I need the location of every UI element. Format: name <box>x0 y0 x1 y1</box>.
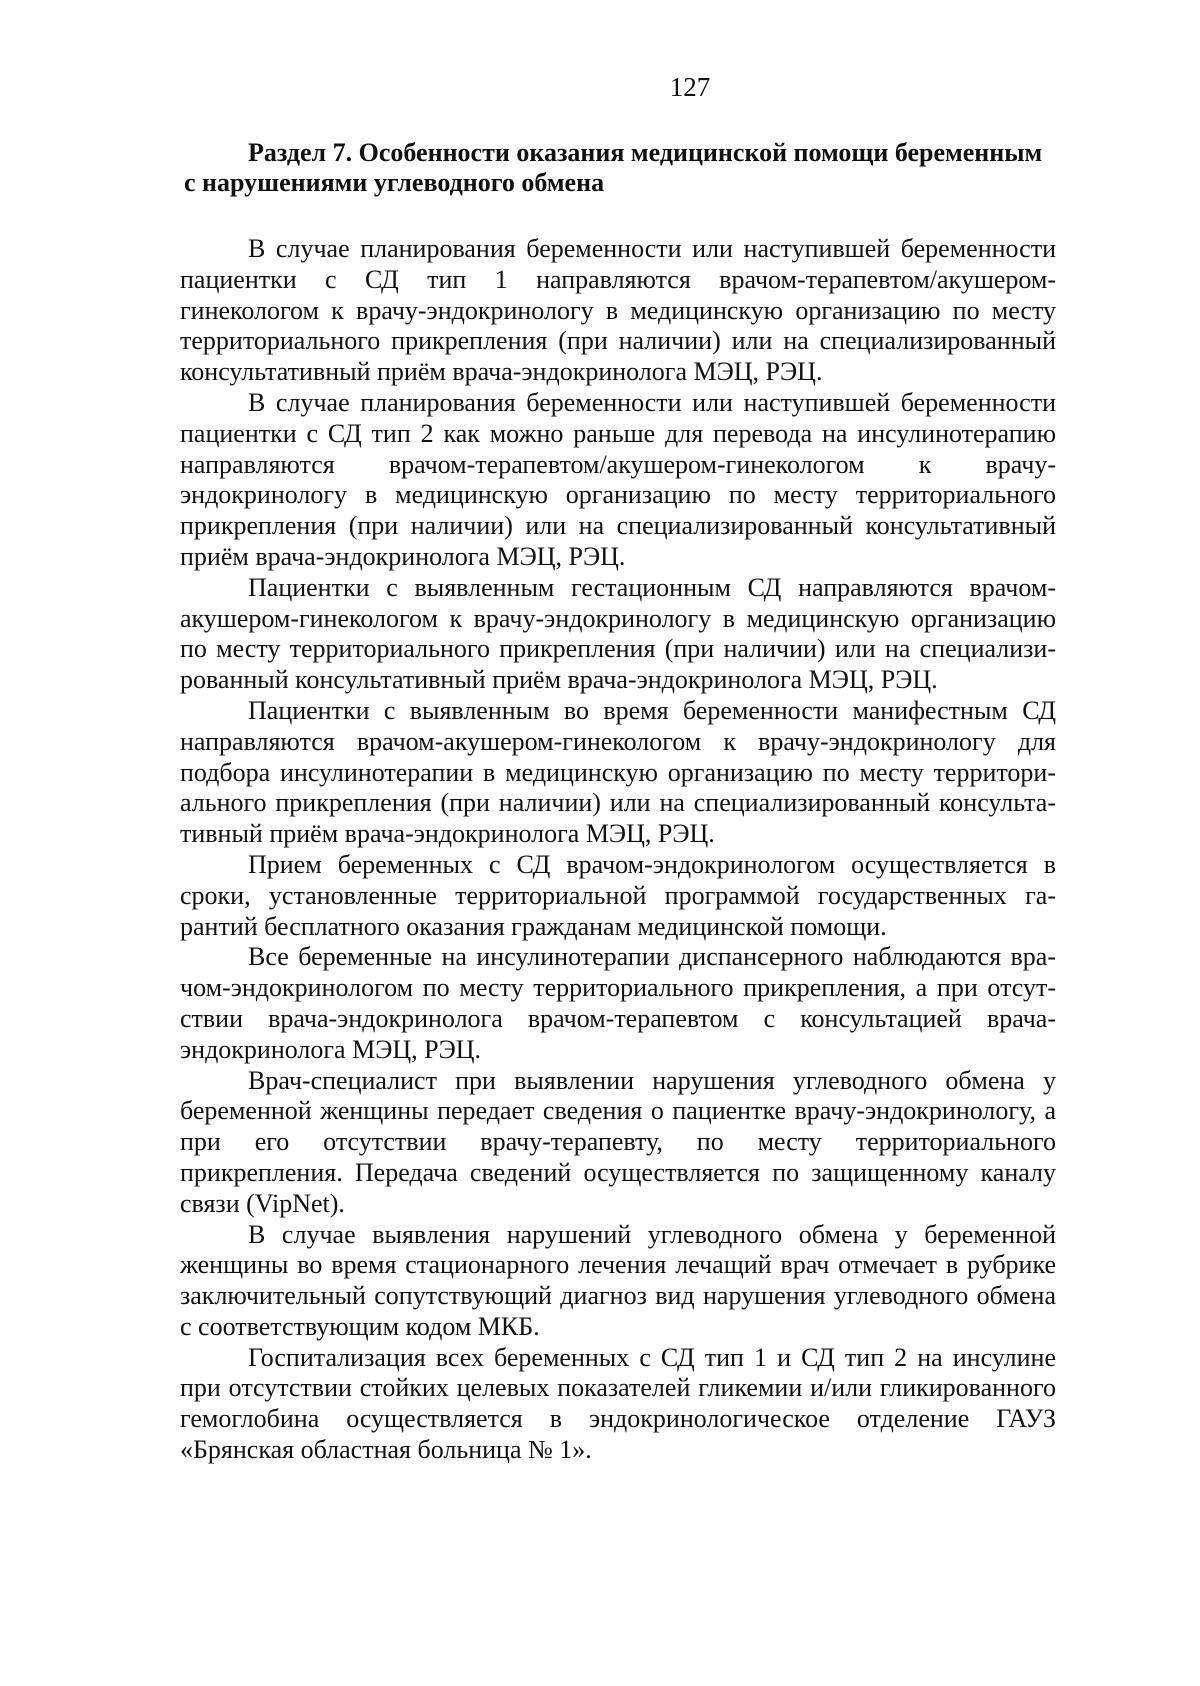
paragraph-dispensary-observation: Все беременные на инсулинотерапии диспансерного наблюдаются врачом-эндокринологом по месту территориального прикрепления, а при отсутствии врача-эндокринолога врачом-терапевтом с консультацией врача-эндокринолога МЭЦ, РЭЦ. <box>180 942 1056 1064</box>
paragraph-type1-referral: В случае планирования беременности или наступившей беременности пациентки с СД тип 1 направляются врачом-терапевтом/акушером-гинекологом к врачу-эндокринологу в медицинскую организацию по месту территориального прикрепления (при наличии) или на специализированный консультативный приём врача-эндокринолога МЭЦ, РЭЦ. <box>180 234 1056 387</box>
page-number: 127 <box>669 72 711 102</box>
paragraph-appointment-terms: Прием беременных с СД врачом-эндокринологом осуществляется в сроки, установленные территориальной программой государственных гарантий бесплатного оказания гражданам медицинской помощи. <box>180 849 1056 941</box>
paragraph-inpatient-diagnosis: В случае выявления нарушений углеводного обмена у беременной женщины во время стационарного лечения лечащий врач отмечает в рубрике заключительный сопутствующий диагноз вид нарушения углеводного обмена с соответствующим кодом МКБ. <box>180 1219 1056 1341</box>
section-heading-line-2: с нарушениями углеводного обмена <box>184 168 605 197</box>
paragraph-information-transfer: Врач-специалист при выявлении нарушения углеводного обмена у беременной женщины передает сведения о пациентке врачу-эндокринологу, а при его отсутствии врачу-терапевту, по месту территориального прикрепления. Передача сведений осуществляется по защищенному каналу связи (VipNet). <box>180 1065 1056 1218</box>
section-heading-line-1: Раздел 7. Особенности оказания медицинской помощи беременным <box>248 138 1043 167</box>
paragraph-hospitalization: Госпитализация всех беременных с СД тип 1 и СД тип 2 на инсулине при отсутствии стойких целевых показателей гликемии и/или гликированного гемоглобина осуществляется в эндокринологическое отделение ГАУЗ «Брянская областная больница № 1». <box>180 1342 1056 1465</box>
body-text <box>180 234 1056 1466</box>
paragraph-manifest-diabetes: Пациентки с выявленным во время беременности манифестным СД направляются врачом-акушером-гинекологом к врачу-эндокринологу для подбора инсулинотерапии в медицинскую организацию по месту территориального прикрепления (при наличии) или на специализированный консультативный приём врача-эндокринолога МЭЦ, РЭЦ. <box>180 695 1056 849</box>
section-heading <box>184 138 1060 198</box>
paragraph-type2-referral: В случае планирования беременности или наступившей беременности пациентки с СД тип 2 как можно раньше для перевода на инсулинотерапию направляются врачом-терапевтом/акушером-гинекологом к врачу-эндокринологу в медицинскую организацию по месту территориального прикрепления (при наличии) или на специализированный консультативный приём врача-эндокринолога МЭЦ, РЭЦ. <box>180 387 1056 571</box>
paragraph-gestational-diabetes: Пациентки с выявленным гестационным СД направляются врачом-акушером-гинекологом к врачу-эндокринологу в медицинскую организацию по месту территориального прикрепления (при наличии) или на специализированный консультативный приём врача-эндокринолога МЭЦ, РЭЦ. <box>180 572 1056 695</box>
